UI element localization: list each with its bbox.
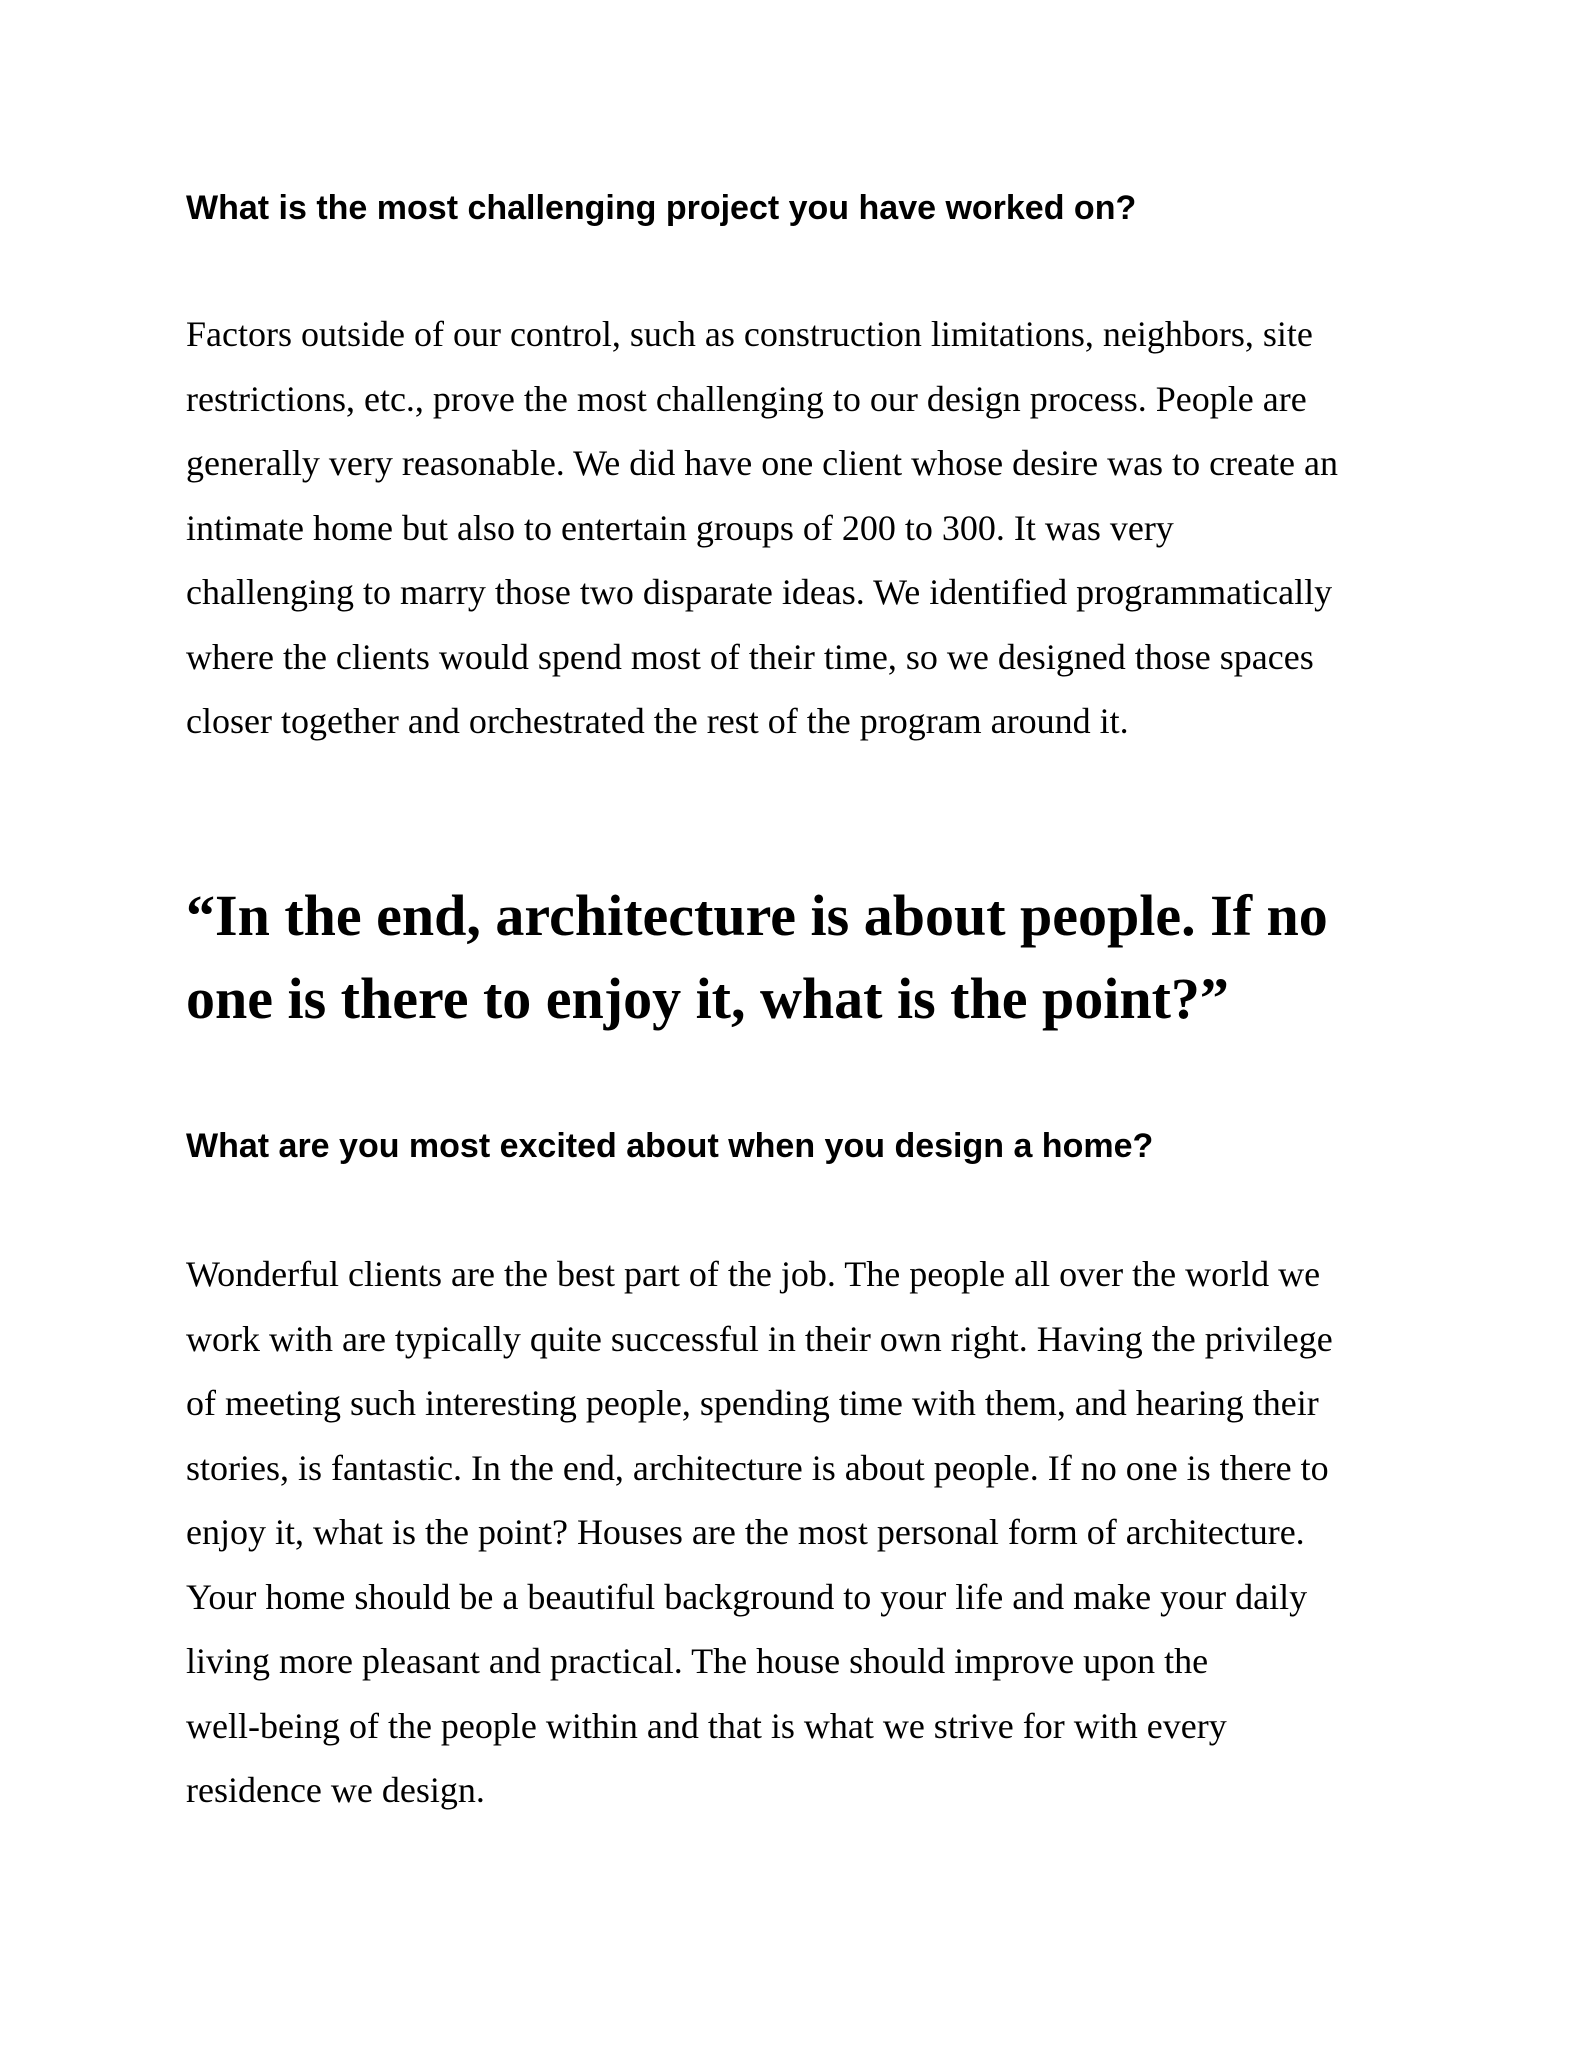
- paragraph-line: restrictions, etc., prove the most challenging to our design process. People are: [186, 378, 1307, 419]
- pull-quote-line: “In the end, architecture is about people. If no: [186, 883, 1328, 948]
- question-heading-excited-about: What are you most excited about when you design a home?: [186, 1127, 1154, 1165]
- question-heading-challenging-project: What is the most challenging project you have worked on?: [186, 189, 1137, 227]
- paragraph-line: well-being of the people within and that is what we strive for with every: [186, 1705, 1227, 1746]
- paragraph-line: challenging to marry those two disparate ideas. We identified programmatically: [186, 572, 1333, 612]
- paragraph-line: Your home should be a beautiful background to your life and make your daily: [186, 1576, 1308, 1617]
- paragraph-line: of meeting such interesting people, spending time with them, and hearing their: [186, 1383, 1319, 1423]
- answer-paragraph-excited-about: [186, 1242, 1333, 1823]
- paragraph-line: Wonderful clients are the best part of the job. The people all over the world we: [186, 1254, 1321, 1294]
- paragraph-line: where the clients would spend most of their time, so we designed those spaces: [186, 636, 1314, 677]
- paragraph-line: intimate home but also to entertain groups of 200 to 300. It was very: [186, 507, 1174, 548]
- paragraph-line: residence we design.: [186, 1770, 485, 1810]
- paragraph-line: work with are typically quite successful in their own right. Having the privilege: [186, 1318, 1333, 1359]
- paragraph-line: generally very reasonable. We did have one client whose desire was to create an: [186, 443, 1338, 483]
- answer-paragraph-challenging-project: [186, 302, 1338, 754]
- paragraph-line: stories, is fantastic. In the end, architecture is about people. If no one is there to: [186, 1447, 1329, 1488]
- paragraph-line: enjoy it, what is the point? Houses are the most personal form of architecture.: [186, 1512, 1305, 1552]
- pull-quote: [186, 874, 1328, 1040]
- paragraph-line: Factors outside of our control, such as construction limitations, neighbors, site: [186, 314, 1313, 354]
- pull-quote-line: one is there to enjoy it, what is the point?”: [186, 966, 1229, 1031]
- paragraph-line: living more pleasant and practical. The house should improve upon the: [186, 1641, 1209, 1681]
- paragraph-line: closer together and orchestrated the rest of the program around it.: [186, 701, 1129, 741]
